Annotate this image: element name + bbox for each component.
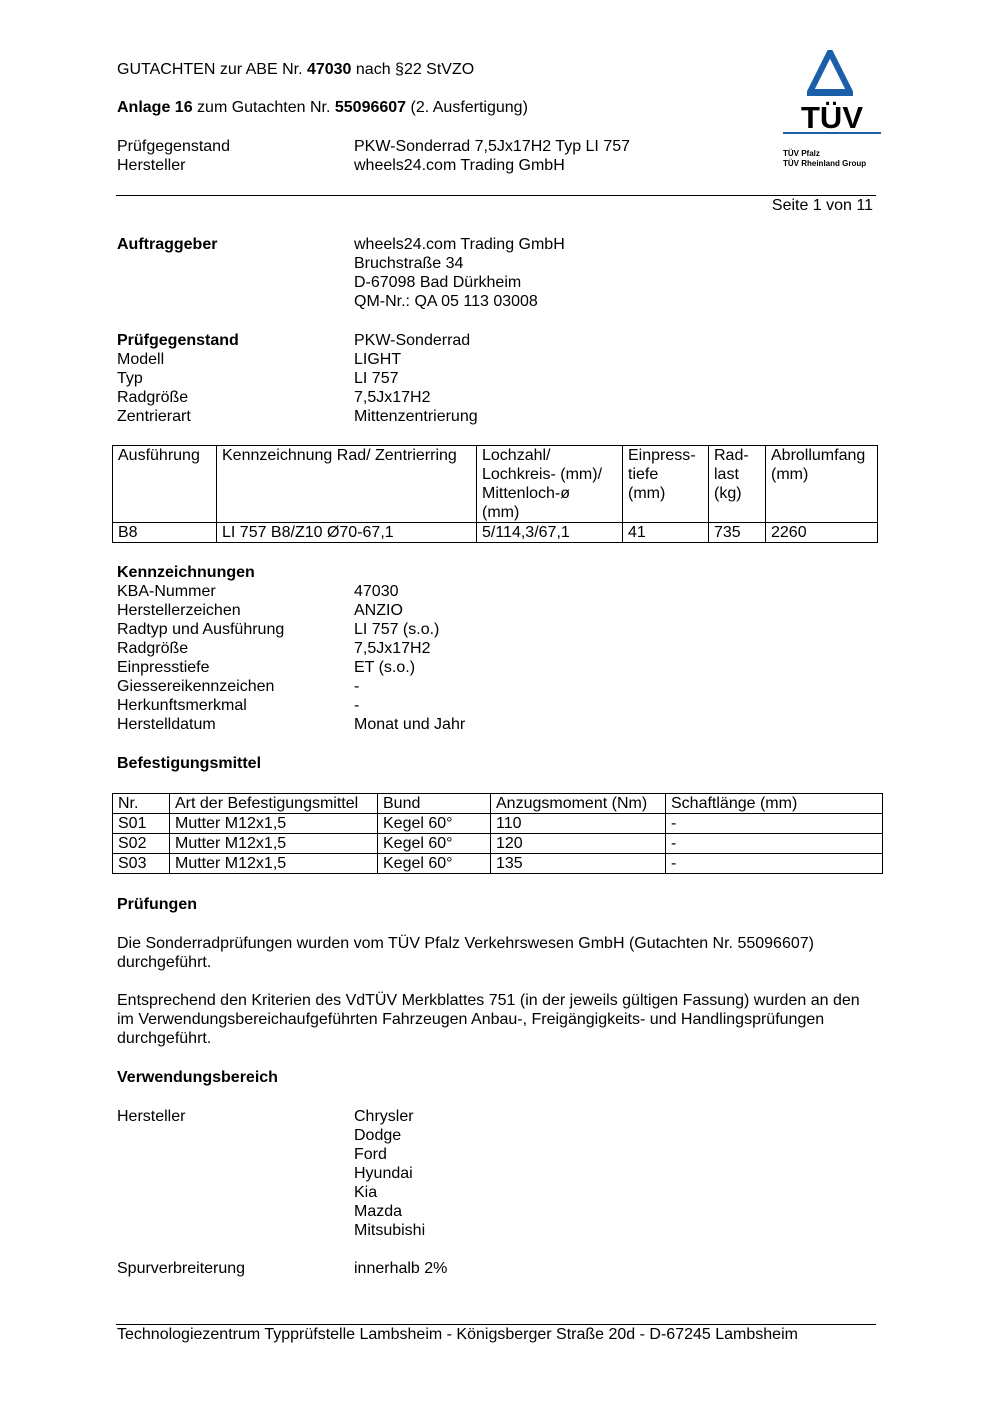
fasteners-table	[112, 793, 883, 874]
marking-value: ET (s.o.)	[354, 659, 416, 676]
annex-title: Anlage 16 zum Gutachten Nr. 55096607 (2. Ausfertigung)	[117, 99, 528, 116]
report-title: GUTACHTEN zur ABE Nr. 47030 nach §22 StVZO	[117, 61, 475, 78]
table-header-cell: Bund	[378, 794, 491, 814]
table-cell: 2260	[766, 523, 878, 543]
marking-value: -	[354, 678, 360, 695]
marking-label: Herstellerzeichen	[117, 602, 241, 619]
table-cell: S01	[113, 814, 170, 834]
header-subject-value: PKW-Sonderrad 7,5Jx17H2 Typ LI 757	[354, 138, 631, 155]
table-row	[113, 834, 883, 854]
usage-heading: Verwendungsbereich	[117, 1069, 278, 1086]
table-header-cell: Kennzeichnung Rad/ Zentrierring	[217, 446, 477, 523]
model-value: LIGHT	[354, 351, 402, 368]
table-cell: -	[666, 814, 883, 834]
usage-manufacturer-label: Hersteller	[117, 1108, 186, 1125]
manufacturer-item: Kia	[354, 1184, 378, 1201]
table-cell: 5/114,3/67,1	[477, 523, 623, 543]
manufacturer-item: Chrysler	[354, 1108, 414, 1125]
model-label: Modell	[117, 351, 165, 368]
manufacturer-item: Hyundai	[354, 1165, 413, 1182]
marking-value: Monat und Jahr	[354, 716, 466, 733]
subject-heading-value: PKW-Sonderrad	[354, 332, 471, 349]
table-cell: Mutter M12x1,5	[170, 814, 378, 834]
marking-label: Herstelldatum	[117, 716, 216, 733]
track-widening-label: Spurverbreiterung	[117, 1260, 246, 1277]
tuv-logo	[745, 50, 920, 170]
page-number: Seite 1 von 11	[771, 197, 873, 214]
table-cell: 120	[491, 834, 666, 854]
table-cell: Mutter M12x1,5	[170, 854, 378, 874]
table-cell: B8	[113, 523, 217, 543]
client-line-3: D-67098 Bad Dürkheim	[354, 274, 522, 291]
table-header-cell: Abrollumfang (mm)	[766, 446, 878, 523]
table-cell: S03	[113, 854, 170, 874]
wheel-size-label: Radgröße	[117, 389, 189, 406]
marking-value: 47030	[354, 583, 399, 600]
tests-paragraph-2: Entsprechend den Kriterien des VdTÜV Merkblattes 751 (in der jeweils gültigen Fassung) wurden an den im Verwendungsbereichaufgeführten Fahrzeugen Anbau-, Freigängigkeits- und Handlingsprüfungen durchgeführt.	[117, 992, 860, 1047]
table-header-cell: Nr.	[113, 794, 170, 814]
tuv-sub2-text: TÜV Rheinland Group	[783, 159, 867, 168]
table-cell: 110	[491, 814, 666, 834]
table-cell: Kegel 60°	[378, 814, 491, 834]
table-header-cell: Anzugsmoment (Nm)	[491, 794, 666, 814]
tuv-sub1-text: TÜV Pfalz	[783, 149, 820, 158]
marking-value: ANZIO	[354, 602, 403, 619]
manufacturer-item: Dodge	[354, 1127, 402, 1144]
centering-value: Mittenzentrierung	[354, 408, 478, 425]
table-header-cell: Lochzahl/ Lochkreis- (mm)/ Mittenloch-ø (mm)	[477, 446, 623, 523]
table-header-cell: Schaftlänge (mm)	[666, 794, 883, 814]
tests-paragraph-1: Die Sonderradprüfungen wurden vom TÜV Pfalz Verkehrswesen GmbH (Gutachten Nr. 55096607) durchgeführt.	[117, 935, 814, 971]
track-widening-value: innerhalb 2%	[354, 1260, 448, 1277]
client-line-2: Bruchstraße 34	[354, 255, 464, 272]
client-line-4: QM-Nr.: QA 05 113 03008	[354, 293, 538, 310]
subject-heading: Prüfgegenstand	[117, 332, 239, 349]
table-row	[113, 854, 883, 874]
marking-label: Radtyp und Ausführung	[117, 621, 285, 638]
table-cell: LI 757 B8/Z10 Ø70-67,1	[217, 523, 477, 543]
table-header-cell: Art der Befestigungsmittel	[170, 794, 378, 814]
manufacturer-item: Mitsubishi	[354, 1222, 426, 1239]
markings-heading: Kennzeichnungen	[117, 564, 255, 581]
tuv-brand-text: TÜV	[801, 100, 863, 135]
table-cell: 135	[491, 854, 666, 874]
manufacturer-item: Ford	[354, 1146, 387, 1163]
table-header-row	[113, 446, 878, 523]
wheel-size-value: 7,5Jx17H2	[354, 389, 431, 406]
centering-label: Zentrierart	[117, 408, 191, 425]
type-value: LI 757	[354, 370, 399, 387]
variant-table	[112, 445, 878, 543]
marking-label: KBA-Nummer	[117, 583, 216, 600]
client-line-1: wheels24.com Trading GmbH	[354, 236, 565, 253]
marking-value: LI 757 (s.o.)	[354, 621, 440, 638]
type-label: Typ	[117, 370, 143, 387]
table-cell: Kegel 60°	[378, 834, 491, 854]
table-header-cell: Einpress- tiefe (mm)	[623, 446, 709, 523]
table-header-cell: Ausführung	[113, 446, 217, 523]
marking-label: Radgröße	[117, 640, 189, 657]
table-cell: 41	[623, 523, 709, 543]
marking-label: Einpresstiefe	[117, 659, 210, 676]
table-cell: Mutter M12x1,5	[170, 834, 378, 854]
tuv-triangle-icon	[745, 50, 920, 170]
table-header-cell: Rad- last (kg)	[709, 446, 766, 523]
manufacturer-item: Mazda	[354, 1203, 403, 1220]
tests-heading: Prüfungen	[117, 896, 197, 913]
header-subject-label: Prüfgegenstand	[117, 138, 230, 155]
table-cell: S02	[113, 834, 170, 854]
table-cell: Kegel 60°	[378, 854, 491, 874]
fasteners-heading: Befestigungsmittel	[117, 755, 262, 772]
footer-address: Technologiezentrum Typprüfstelle Lambsheim - Königsberger Straße 20d - D-67245 Lambsheim	[117, 1326, 798, 1343]
table-row	[113, 523, 878, 543]
header-divider	[116, 195, 876, 196]
header-manufacturer-value: wheels24.com Trading GmbH	[354, 157, 565, 174]
marking-label: Giessereikennzeichen	[117, 678, 275, 695]
table-header-row	[113, 794, 883, 814]
marking-label: Herkunftsmerkmal	[117, 697, 247, 714]
client-label: Auftraggeber	[117, 236, 218, 253]
marking-value: -	[354, 697, 360, 714]
table-cell: 735	[709, 523, 766, 543]
table-cell: -	[666, 854, 883, 874]
table-row	[113, 814, 883, 834]
marking-value: 7,5Jx17H2	[354, 640, 431, 657]
table-cell: -	[666, 834, 883, 854]
header-manufacturer-label: Hersteller	[117, 157, 186, 174]
